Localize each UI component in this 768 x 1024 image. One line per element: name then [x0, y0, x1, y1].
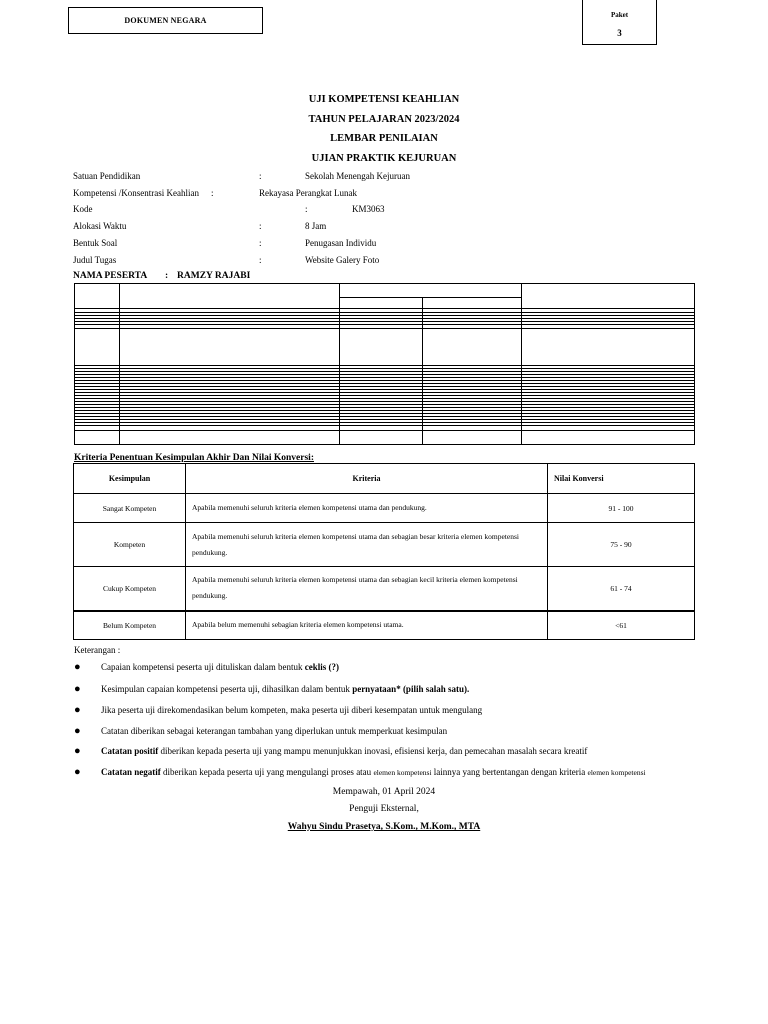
- document-label-box: [68, 7, 263, 34]
- nilai-cell: 91 - 100: [548, 494, 695, 523]
- info-value: Website Galery Foto: [305, 255, 380, 265]
- grid-hline: [75, 425, 694, 426]
- kriteria-cell: Apabila memenuhi seluruh kriteria elemen kompetensi utama dan sebagian besar kriteria elemen kompetensi pendukung.: [186, 523, 548, 567]
- info-colon: :: [259, 171, 262, 181]
- grid-hline: [75, 321, 694, 322]
- grid-hline: [75, 392, 694, 393]
- grid-hline: [339, 297, 522, 298]
- kriteria-cell: Apabila memenuhi seluruh kriteria elemen kompetensi utama dan sebagian kecil kriteria elemen kompetensi pendukung.: [186, 567, 548, 611]
- note-bold: pernyataan* (pilih salah satu).: [352, 684, 470, 694]
- info-key: Alokasi Waktu: [73, 221, 127, 231]
- info-colon: :: [259, 255, 262, 265]
- criteria-table: [73, 463, 695, 640]
- kesimpulan-cell: Cukup Kompeten: [74, 567, 186, 611]
- grid-hline: [75, 365, 694, 366]
- document-label: DOKUMEN NEGARA: [124, 16, 207, 25]
- grid-hline: [75, 377, 694, 378]
- signature-name: Wahyu Sindu Prasetya, S.Kom., M.Kom., MTA: [287, 822, 481, 832]
- grid-hline: [75, 328, 694, 329]
- signature-place-date: Mempawah, 01 April 2024: [332, 787, 436, 797]
- note-text: diberikan kepada peserta uji yang mampu menunjukkan inovasi, efisiensi kerja, dan pemecahan masalah secara kreatif: [160, 746, 588, 756]
- criteria-header-row: [74, 464, 695, 494]
- grid-hline: [75, 404, 694, 405]
- grid-hline: [75, 389, 694, 390]
- note-text: lainnya yang bertentangan dengan kriteria: [433, 767, 586, 777]
- table-row: [74, 523, 695, 567]
- grid-hline: [75, 430, 694, 431]
- note-text: Jika peserta uji direkomendasikan belum kompeten, maka peserta uji diberi kesempatan untuk mengulang: [101, 705, 483, 715]
- info-value: 8 Jam: [305, 221, 327, 231]
- info-key: Judul Tugas: [73, 255, 117, 265]
- kesimpulan-cell: Sangat Kompeten: [74, 494, 186, 523]
- grid-hline: [75, 324, 694, 325]
- assessment-grid: [74, 283, 695, 445]
- paket-label: Paket: [610, 11, 629, 19]
- participant-colon: :: [165, 271, 169, 281]
- keterangan-label: Keterangan :: [74, 645, 121, 655]
- title-line-3: LEMBAR PENILAIAN: [330, 133, 438, 144]
- info-key: Kompetensi /Konsentrasi Keahlian: [73, 188, 199, 198]
- paket-number: 3: [617, 28, 622, 38]
- info-value: KM3063: [352, 204, 385, 214]
- info-value: Penugasan Individu: [305, 238, 377, 248]
- note-bold: Catatan positif: [101, 746, 159, 756]
- grid-hline: [75, 410, 694, 411]
- bullet-icon: ●: [74, 661, 81, 673]
- grid-hline: [75, 312, 694, 313]
- grid-hline: [75, 386, 694, 387]
- grid-hline: [75, 398, 694, 399]
- header-kesimpulan: Kesimpulan: [74, 464, 186, 494]
- title-line-4: UJIAN PRAKTIK KEJURUAN: [311, 153, 457, 164]
- grid-hline: [75, 374, 694, 375]
- grid-hline: [75, 315, 694, 316]
- note-bold: Catatan negatif: [101, 767, 161, 777]
- grid-hline: [75, 422, 694, 423]
- info-key: Satuan Pendidikan: [73, 171, 141, 181]
- grid-hline: [75, 413, 694, 414]
- note-text: Capaian kompetensi peserta uji dituliskan dalam bentuk: [101, 662, 303, 672]
- info-value: Rekayasa Perangkat Lunak: [259, 188, 357, 198]
- info-key: Kode: [73, 204, 93, 214]
- kesimpulan-cell: Kompeten: [74, 523, 186, 567]
- note-text: diberikan kepada peserta uji yang mengulangi proses atau: [163, 767, 372, 777]
- bullet-icon: ●: [74, 683, 81, 695]
- participant-label: NAMA PESERTA: [73, 271, 148, 281]
- grid-hline: [75, 383, 694, 384]
- header-kriteria: Kriteria: [186, 464, 548, 494]
- title-line-2: TAHUN PELAJARAN 2023/2024: [308, 114, 460, 125]
- title-line-1: UJI KOMPETENSI KEAHLIAN: [308, 94, 460, 105]
- info-key: Bentuk Soal: [73, 238, 118, 248]
- info-colon: :: [259, 221, 262, 231]
- nilai-cell: <61: [548, 611, 695, 640]
- signature-name-wrap: [0, 822, 768, 832]
- grid-hline: [75, 318, 694, 319]
- grid-hline: [75, 371, 694, 372]
- kesimpulan-cell: Belum Kompeten: [74, 611, 186, 640]
- grid-hline: [75, 419, 694, 420]
- criteria-title: Kriteria Penentuan Kesimpulan Akhir Dan Nilai Konversi:: [74, 453, 314, 463]
- kriteria-cell: Apabila belum memenuhi sebagian kriteria elemen kompetensi utama.: [186, 611, 548, 640]
- note-text: Catatan diberikan sebagai keterangan tambahan yang diperlukan untuk memperkuat kesimpulan: [101, 726, 448, 736]
- info-colon: :: [259, 238, 262, 248]
- bullet-icon: ●: [74, 745, 81, 757]
- grid-hline: [75, 401, 694, 402]
- grid-hline: [75, 407, 694, 408]
- grid-hline: [75, 380, 694, 381]
- grid-hline: [75, 416, 694, 417]
- participant-name: RAMZY RAJABI: [177, 271, 251, 281]
- bullet-icon: ●: [74, 704, 81, 716]
- grid-hline: [75, 308, 694, 309]
- grid-hline: [75, 395, 694, 396]
- grid-hline: [75, 368, 694, 369]
- note-text: Kesimpulan capaian kompetensi peserta uji, dihasilkan dalam bentuk: [101, 684, 350, 694]
- note-small: elemen kompetensi: [587, 768, 646, 777]
- bullet-icon: ●: [74, 725, 81, 737]
- paket-box: [582, 0, 657, 45]
- nilai-cell: 61 - 74: [548, 567, 695, 611]
- info-colon: :: [305, 204, 308, 214]
- table-row: [74, 611, 695, 640]
- bullet-icon: ●: [74, 766, 81, 778]
- note-small: elemen kompetensi: [373, 768, 432, 777]
- table-row: [74, 494, 695, 523]
- kriteria-cell: Apabila memenuhi seluruh kriteria elemen kompetensi utama dan pendukung.: [186, 494, 548, 523]
- nilai-cell: 75 - 90: [548, 523, 695, 567]
- note-bold: ceklis (?): [304, 662, 339, 672]
- info-value: Sekolah Menengah Kejuruan: [305, 171, 410, 181]
- info-colon: :: [211, 188, 214, 198]
- header-nilai-konversi: Nilai Konversi: [548, 464, 695, 494]
- signature-role: Penguji Eksternal,: [349, 804, 419, 814]
- table-row: [74, 567, 695, 611]
